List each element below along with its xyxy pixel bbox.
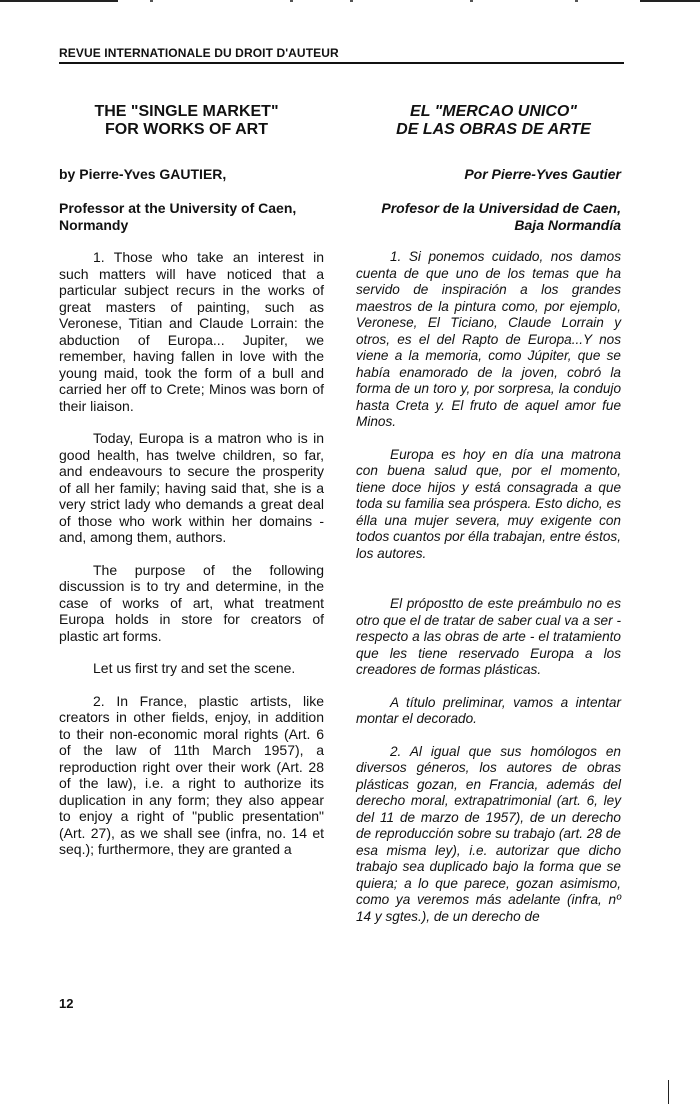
english-title-line: FOR WORKS OF ART	[105, 121, 268, 138]
scan-edge-line	[640, 0, 700, 2]
spanish-title-line: DE LAS OBRAS DE ARTE	[396, 121, 591, 138]
scan-edge-line	[0, 0, 118, 2]
english-title	[59, 103, 324, 139]
spanish-paragraph: Europa es hoy en día una matrona con buena salud que, por el momento, tiene doce hijos y está consagrada a que toda su familia sea próspera. Esto dicho, es élla una mujer severa, muy exigente con todos cuantos por élla trabajan, entre éstos, los autores.	[356, 446, 621, 561]
spanish-paragraph: A título preliminar, vamos a intentar montar el decorado.	[356, 694, 621, 726]
english-byline: by Pierre-Yves GAUTIER,	[59, 166, 227, 182]
spanish-title-line: EL "MERCAO UNICO"	[410, 103, 577, 120]
english-paragraph: 1. Those who take an interest in such matters will have noticed that a particular subject recurs in the works of great masters of painting, such as Veronese, Titian and Claude Lorrain: the abduction of Europa... Jupiter, we remember, having fallen in love with the young maid, took the form of a bull and carried her off to Crete; Minos was born of their liaison.	[59, 249, 324, 414]
scan-artifact	[350, 0, 353, 2]
page-number: 12	[59, 996, 74, 1011]
scan-artifact	[150, 0, 153, 2]
english-paragraph: 2. In France, plastic artists, like creators in other fields, enjoy, in addition to their non-economic moral rights (Art. 6 of the law of 11th March 1957), a reproduction right over their work (Art. 28 of the law), i.e. a right to authorize its duplication in any form; they also appear to enjoy a right of "public presentation" (Art. 27), as we shall see (infra, no. 14 et seq.); furthermore, they are granted a	[59, 692, 324, 857]
spanish-column	[356, 103, 621, 941]
english-paragraph: The purpose of the following discussion is to try and determine, in the case of works of art, what treatment Europa holds in store for creators of plastic art forms.	[59, 561, 324, 644]
english-title-line: THE "SINGLE MARKET"	[94, 103, 279, 120]
spanish-paragraph: 1. Si ponemos cuidado, nos damos cuenta de que uno de los temas que ha servido de inspiración a los grandes maestros de la pintura como, por ejemplo, Veronese, El Ticiano, Claude Lorrain y otros, es el del Rapto de Europa...Y nos viene a la memoria, como Júpiter, que se había enamorado de la joven, cobró la forma de un toro y, por sorpresa, la condujo hasta Creta y. El fruto de aquel amor fue Minos.	[356, 249, 621, 429]
english-affiliation: Professor at the University of Caen, Normandy	[59, 200, 297, 233]
spanish-title	[356, 103, 621, 139]
english-column	[59, 103, 324, 874]
spanish-paragraph: 2. Al igual que sus homólogos en diversos géneros, los autores de obras plásticas gozan, en Francia, además del derecho moral, extrapatrimonial (art. 6, ley del 11 de marzo de 1957), de un derecho de reproducción sobre su trabajo (art. 28 de esa misma ley), i.e. autorizar que dicho trabajo sea duplicado bajo la forma que se quiera; a lo que parece, gozan asimismo, como ya veremos más adelante (infra, nº 14 y sgtes.), de un derecho de	[356, 743, 621, 924]
spanish-paragraph: El própostto de este preámbulo no es otro que el de tratar de saber cual va a ser -respecto a las obras de arte - el tratamiento que les tiene reservado Europa a los creadores de formas plásticas.	[356, 596, 621, 677]
scan-artifact	[575, 0, 578, 2]
spanish-byline: Por Pierre-Yves Gautier	[464, 166, 621, 182]
english-paragraph: Let us first try and set the scene.	[93, 660, 296, 676]
scan-artifact	[470, 0, 473, 2]
running-header: REVUE INTERNATIONALE DU DROIT D'AUTEUR	[59, 46, 624, 64]
scan-artifact	[290, 0, 293, 2]
spanish-affiliation: Profesor de la Universidad de Caen, Baja Normandía	[381, 200, 621, 233]
scan-edge-line	[668, 1080, 669, 1104]
english-paragraph: Today, Europa is a matron who is in good health, has twelve children, so far, and endeavours to secure the prosperity of all her family; having said that, she is a very strict lady who demands a great deal of those who work within her domains - and, among them, authors.	[59, 430, 324, 545]
